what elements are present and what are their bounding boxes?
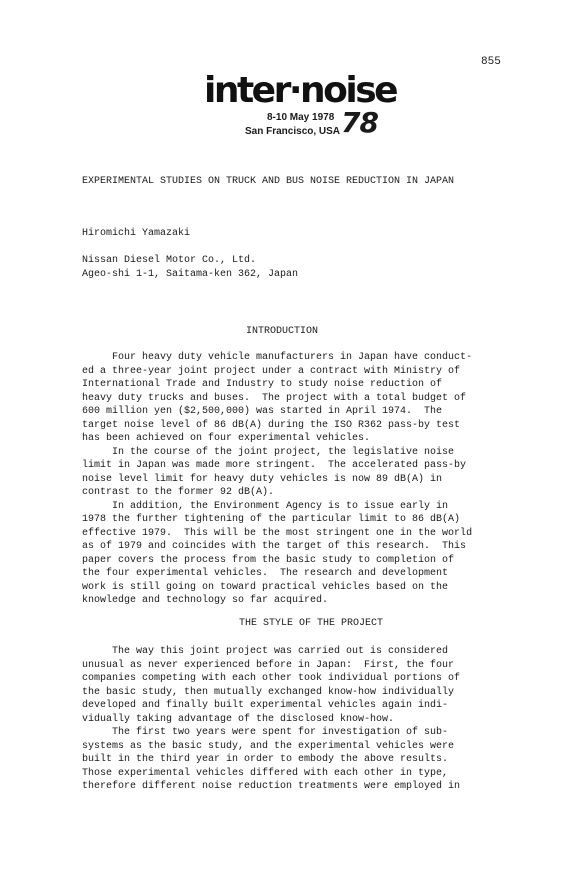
logo-city: San Francisco, USA — [245, 126, 341, 137]
body-line: knowledge and technology so far acquired. — [82, 595, 329, 606]
section-body-introduction — [82, 351, 502, 608]
body-line: therefore different noise reduction treatments were employed in — [82, 781, 461, 792]
body-line: has been achieved on four experimental vehicles. — [82, 433, 371, 444]
body-line: The way this joint project was carried out is considered — [82, 646, 449, 657]
body-line: Four heavy duty vehicle manufacturers in Japan have conduct- — [82, 352, 473, 363]
body-line: work is still going on toward practical vehicles based on the — [82, 581, 449, 593]
body-line: Those experimental vehicles differed with each other in type, — [82, 767, 449, 779]
affiliation-line: Ageo-shi 1-1, Saitama-ken 362, Japan — [82, 269, 299, 280]
author-name: Hiromichi Yamazaki — [82, 228, 191, 239]
section-heading-introduction: INTRODUCTION — [246, 326, 319, 337]
body-line: In the course of the joint project, the legislative noise — [82, 446, 455, 458]
body-line: In addition, the Environment Agency is to issue early in — [82, 500, 449, 512]
body-line: systems as the basic study, and the experimental vehicles were — [82, 740, 455, 752]
body-line: effective 1979. This will be the most stringent one in the world — [82, 527, 473, 539]
body-line: ed a three-year joint project under a contract with Ministry of — [82, 365, 461, 377]
body-line: 1978 the further tightening of the particular limit to 86 dB(A) — [82, 514, 461, 525]
body-line: unusual as never experienced before in Japan: First, the four — [82, 659, 455, 671]
body-line: 600 million yen ($2,500,000) was started in April 1974. The — [82, 406, 443, 417]
logo-dates: 8-10 May 1978 — [267, 112, 335, 123]
body-line: paper covers the process from the basic study to completion of — [82, 554, 455, 566]
body-line: limit in Japan was made more stringent. The accelerated pass-by — [82, 460, 467, 471]
body-line: vidually taking advantage of the disclosed know-how. — [82, 713, 395, 725]
body-line: the four experimental vehicles. The research and development — [82, 568, 449, 579]
paper-title: EXPERIMENTAL STUDIES ON TRUCK AND BUS NOISE REDUCTION IN JAPAN — [82, 176, 455, 187]
logo-wordmark: inter·noise — [204, 70, 397, 111]
body-line: International Trade and Industry to study noise reduction of — [82, 379, 443, 390]
body-line: as of 1979 and coincides with the target of this research. This — [82, 541, 467, 552]
body-line: companies competing with each other took individual portions of — [82, 673, 461, 684]
body-line: The first two years were spent for investigation of sub- — [82, 727, 449, 738]
conference-logo — [204, 70, 397, 142]
body-line: developed and finally built experimental vehicles again indi- — [82, 700, 449, 711]
affiliation-line: Nissan Diesel Motor Co., Ltd. — [82, 255, 257, 266]
page-number: 855 — [481, 56, 501, 68]
body-line: heavy duty trucks and buses. The project with a total budget of — [82, 392, 467, 404]
logo-year: 78 — [341, 106, 378, 139]
body-line: the basic study, then mutually exchanged know-how individually — [82, 686, 455, 698]
author-affiliation — [82, 254, 298, 282]
body-line: noise level limit for heavy duty vehicles is now 89 dB(A) in — [82, 473, 443, 485]
body-line: target noise level of 86 dB(A) during the ISO R362 pass-by test — [82, 419, 461, 431]
section-heading-style-of-project: THE STYLE OF THE PROJECT — [239, 618, 384, 629]
body-line: contrast to the former 92 dB(A). — [82, 487, 275, 498]
section-body-style-of-project — [82, 645, 502, 794]
body-line: built in the third year in order to embody the above results. — [82, 754, 449, 765]
